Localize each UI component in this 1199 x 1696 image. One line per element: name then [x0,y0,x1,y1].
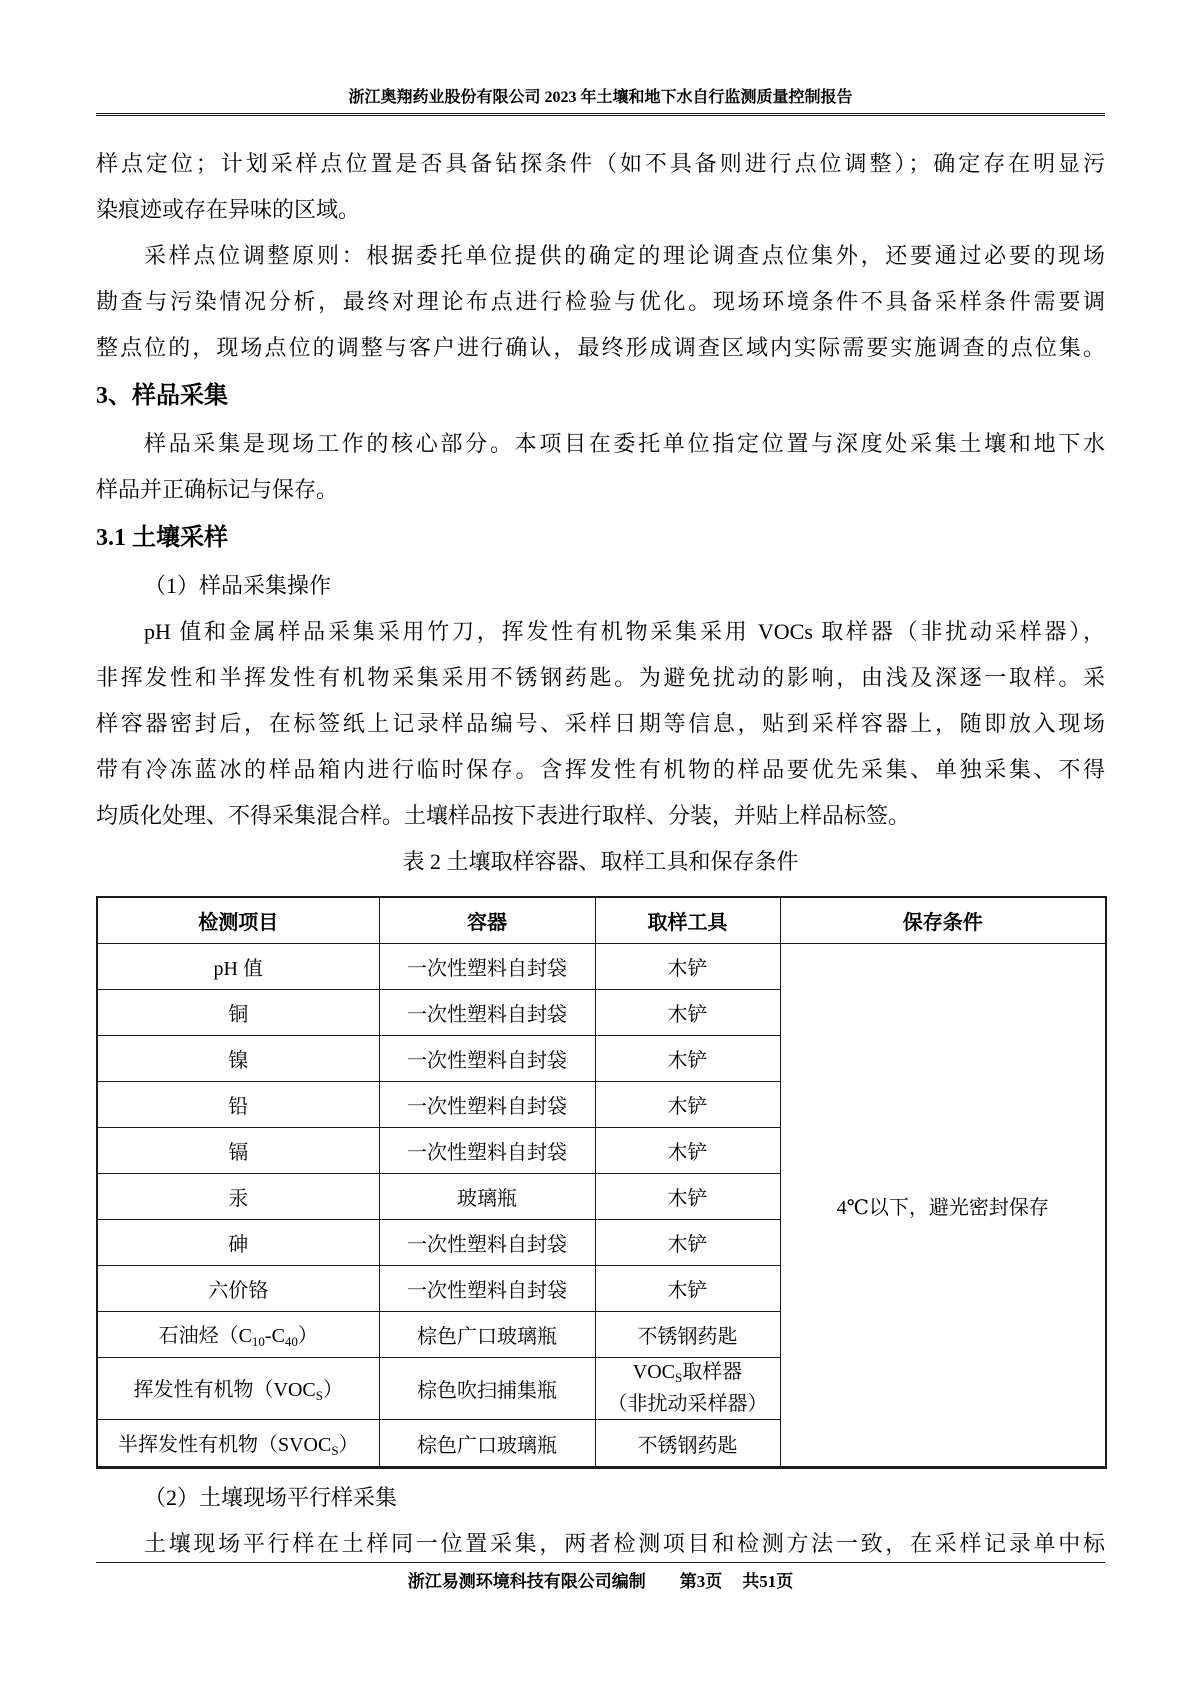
paragraph-line: 样品并正确标记与保存。 [96,477,339,502]
column-header-container: 容器 [379,897,595,944]
container-cell: 一次性塑料自封袋 [379,1128,595,1174]
column-header-preservation: 保存条件 [780,897,1106,944]
item-subscript: 10 [251,1334,265,1349]
item-cell: 铜 [97,990,379,1036]
item-cell: 铅 [97,1082,379,1128]
paragraph-line: 整点位的，现场点位的调整与客户进行确认，最终形成调查区域内实际需要实施调查的点位集。 [96,335,1105,360]
container-cell: 一次性塑料自封袋 [379,990,595,1036]
paragraph-line: 样品采集是现场工作的核心部分。本项目在委托单位指定位置与深度处采集土壤和地下水 [144,431,1105,456]
document-body [96,116,1105,1567]
column-header-tool: 取样工具 [595,897,780,944]
paragraph-line: 均质化处理、不得采集混合样。土壤样品按下表进行取样、分装，并贴上样品标签。 [96,803,911,828]
item-text: ） [338,1433,359,1456]
container-cell: 棕色广口玻璃瓶 [379,1420,595,1468]
tool-cell: 木铲 [595,990,780,1036]
header-title: 浙江奥翔药业股份有限公司 2023 年土壤和地下水自行监测质量控制报告 [348,89,853,106]
page-header [96,0,1105,116]
item-text: 石油烃（C [158,1325,252,1347]
list-item-line: （2）土壤现场平行样采集 [144,1485,398,1510]
section-heading-3-1: 3.1 土壤采样 [96,525,228,551]
container-cell: 一次性塑料自封袋 [379,1082,595,1128]
item-cell: 镍 [97,1036,379,1082]
item-cell: 镉 [97,1128,379,1174]
item-text: 挥发性有机物（VOC [133,1379,316,1401]
container-cell: 一次性塑料自封袋 [379,944,595,990]
item-cell: 六价铬 [97,1266,379,1312]
tool-cell: 不锈钢药匙 [595,1420,780,1468]
paragraph-line: 非挥发性和半挥发性有机物采集采用不锈钢药匙。为避免扰动的影响，由浅及深逐一取样。采 [96,665,1105,690]
list-item-line: （1）样品采集操作 [144,573,332,598]
item-text: ） [297,1325,318,1347]
container-cell: 玻璃瓶 [379,1174,595,1220]
page-footer [96,1562,1105,1592]
container-cell: 一次性塑料自封袋 [379,1036,595,1082]
item-cell: pH 值 [97,944,379,990]
table-row [97,944,1106,990]
tool-cell: 不锈钢药匙 [595,1312,780,1358]
tool-cell: 木铲 [595,1128,780,1174]
paragraph-line: 土壤现场平行样在土样同一位置采集，两者检测项目和检测方法一致，在采样记录单中标 [144,1531,1105,1556]
item-cell [97,1312,379,1358]
paragraph-line: 带有冷冻蓝冰的样品箱内进行临时保存。含挥发性有机物的样品要优先采集、单独采集、不得 [96,757,1105,782]
item-cell: 砷 [97,1220,379,1266]
paragraph-line: pH 值和金属样品采集采用竹刀，挥发性有机物采集采用 VOCs 取样器（非扰动采样器）， [144,619,1105,644]
tool-cell: 木铲 [595,1174,780,1220]
section-heading-3: 3、样品采集 [96,383,228,409]
paragraph-line: 采样点位调整原则：根据委托单位提供的确定的理论调查点位集外，还要通过必要的现场 [144,243,1105,268]
soil-sampling-table [96,896,1107,1469]
item-text: ） [322,1379,343,1401]
item-text: -C [264,1325,285,1347]
container-cell: 一次性塑料自封袋 [379,1220,595,1266]
table-caption: 表 2 土壤取样容器、取样工具和保存条件 [402,849,799,874]
table-header-row [97,897,1106,944]
tool-text: 取样器 [682,1361,743,1383]
tool-cell: 木铲 [595,1220,780,1266]
item-cell [97,1358,379,1420]
container-cell: 棕色吹扫捕集瓶 [379,1358,595,1420]
item-text: 半挥发性有机物（SVOC [117,1433,332,1456]
paragraph-line: 样点定位；计划采样点位置是否具备钻探条件（如不具备则进行点位调整）；确定存在明显污 [96,151,1105,176]
item-cell [97,1420,379,1468]
tool-line-2: （非扰动采样器） [607,1393,768,1415]
preservation-cell: 4℃以下，避光密封保存 [780,944,1106,1468]
item-subscript: 40 [284,1334,298,1349]
tool-line-1 [600,1359,776,1391]
tool-cell [595,1358,780,1420]
paragraph-line: 样容器密封后，在标签纸上记录样品编号、采样日期等信息，贴到采样容器上，随即放入现场 [96,711,1105,736]
container-cell: 棕色广口玻璃瓶 [379,1312,595,1358]
tool-cell: 木铲 [595,1082,780,1128]
tool-cell: 木铲 [595,1266,780,1312]
tool-subscript: S [675,1370,683,1385]
column-header-item: 检测项目 [97,897,379,944]
tool-text: VOC [632,1361,675,1383]
item-subscript: S [331,1442,339,1458]
tool-cell: 木铲 [595,1036,780,1082]
item-cell: 汞 [97,1174,379,1220]
footer-total-pages: 共51页 [742,1572,794,1591]
tool-cell: 木铲 [595,944,780,990]
paragraph-line: 染痕迹或存在异味的区域。 [96,197,361,222]
paragraph-line: 勘查与污染情况分析，最终对理论布点进行检验与优化。现场环境条件不具备采样条件需要调 [96,289,1105,314]
footer-company: 浙江易测环境科技有限公司编制 [407,1572,646,1591]
container-cell: 一次性塑料自封袋 [379,1266,595,1312]
item-subscript: S [315,1388,323,1403]
footer-page-number: 第3页 [679,1572,723,1591]
